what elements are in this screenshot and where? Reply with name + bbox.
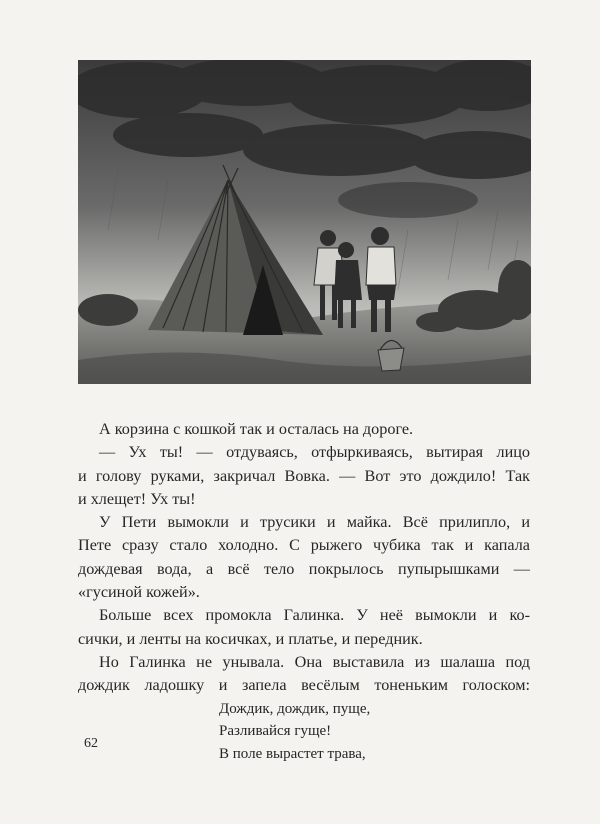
paragraph-line: и хлещет! Ух ты! bbox=[78, 489, 196, 508]
paragraph-line: и голову руками, закричал Вовка. — Вот это дождило! Так bbox=[78, 466, 530, 485]
paragraph-line: Больше всех промокла Галинка. У неё вымокли и ко- bbox=[99, 606, 530, 625]
paragraph-line: Но Галинка не унывала. Она выставила из шалаша под bbox=[99, 652, 530, 671]
paragraph-line: Пете сразу стало холодно. С рыжего чубика так и капала bbox=[78, 536, 530, 555]
storm-illustration bbox=[78, 60, 531, 384]
verse-line: Разливайся гуще! bbox=[219, 723, 332, 740]
paragraph-line: сички, и ленты на косичках, и платье, и передник. bbox=[78, 629, 423, 648]
paragraph-line: У Пети вымокли и трусики и майка. Всё прилипло, и bbox=[99, 513, 530, 532]
verse-line: В поле вырастет трава, bbox=[219, 745, 366, 762]
paragraph: А корзина с кошкой так и осталась на дороге. bbox=[99, 420, 414, 438]
paragraph-line: дождик ладошку и запела весёлым тоненьким голоском: bbox=[78, 676, 530, 695]
verse-line: Дождик, дождик, пуще, bbox=[219, 700, 371, 717]
paragraph-line: дождевая вода, а всё тело покрылось пупырышками — bbox=[78, 559, 530, 578]
story-text bbox=[78, 418, 530, 765]
paragraph-line: — Ух ты! — отдуваясь, отфыркиваясь, вытирая лицо bbox=[99, 443, 530, 462]
verse-block bbox=[78, 698, 530, 766]
page-number: 62 bbox=[84, 736, 98, 751]
illustration-drawing bbox=[78, 60, 531, 384]
paragraph-line: «гусиной кожей». bbox=[78, 583, 200, 602]
